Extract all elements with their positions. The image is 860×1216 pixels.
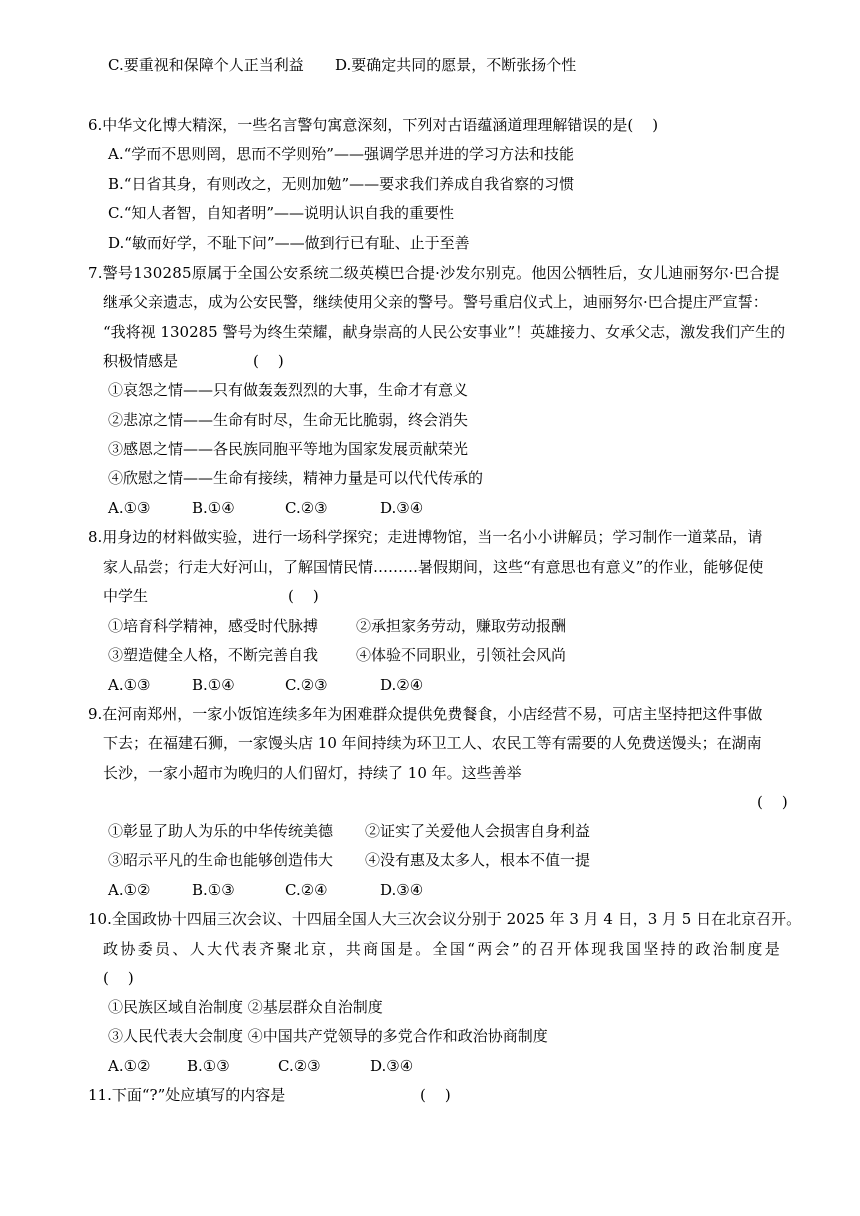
q11-answer-paren: ( ) (420, 1086, 451, 1104)
q7-choice-b: B.①④ (192, 499, 235, 517)
q9-choice-a: A.①② (108, 881, 151, 899)
q7-answer-paren: ( ) (253, 352, 284, 370)
q8-choice-b: B.①④ (192, 676, 235, 694)
q8-stem-line-2: 家人品尝；行走大好河山，了解国情民情………暑假期间，这些“有意思也有意义”的作业，能够促使 (103, 558, 764, 576)
q7-stem-line-4: 积极情感是 (103, 352, 179, 370)
q9-choice-d: D.③④ (380, 881, 424, 899)
q9-statement-1: ①彰显了助人为乐的中华传统美德 (108, 822, 334, 840)
q8-statement-3: ③塑造健全人格，不断完善自我 (108, 646, 319, 664)
q8-statement-4: ④体验不同职业，引领社会风尚 (356, 646, 567, 664)
q10-statements-1-2: ①民族区域自治制度 ②基层群众自治制度 (108, 998, 383, 1016)
q6-option-d: D.“敏而好学，不耻下问”——做到行已有耻、止于至善 (108, 234, 470, 252)
q10-answer-paren: ( ) (103, 969, 134, 987)
q5-option-c: C.要重视和保障个人正当利益 (108, 56, 304, 74)
q8-choice-c: C.②③ (285, 676, 328, 694)
q7-stem-line-3: “我将视 130285 警号为终生荣耀，献身崇高的人民公安事业”！英雄接力、女承父志，激发我们产生的 (103, 323, 786, 341)
q7-choice-a: A.①③ (108, 499, 151, 517)
q7-statement-4: ④欣慰之情——生命有接续，精神力量是可以代代传承的 (108, 469, 484, 487)
q9-answer-paren: ( ) (757, 793, 788, 811)
q7-choice-d: D.③④ (380, 499, 424, 517)
q9-stem-line-2: 下去；在福建石狮，一家馒头店 10 年间持续为环卫工人、农民工等有需要的人免费送馒头；在湖南 (103, 734, 762, 752)
q7-stem-line-2: 继承父亲遗志，成为公安民警，继续使用父亲的警号。警号重启仪式上，迪丽努尔·巴合提庄严宣誓： (103, 293, 768, 311)
q8-statement-2: ②承担家务劳动，赚取劳动报酬 (356, 617, 567, 635)
q7-statement-2: ②悲凉之情——生命有时尽，生命无比脆弱，终会消失 (108, 411, 469, 429)
q10-stem-line-1: 10.全国政协十四届三次会议、十四届全国人大三次会议分别于 2025 年 3 月 4 日，3 月 5 日在北京召开。 (88, 910, 802, 928)
q6-option-c: C.“知人者智，自知者明”——说明认识自我的重要性 (108, 204, 455, 222)
q7-statement-1: ①哀怨之情——只有做轰轰烈烈的大事，生命才有意义 (108, 381, 469, 399)
q7-statement-3: ③感恩之情——各民族同胞平等地为国家发展贡献荣光 (108, 440, 469, 458)
q9-statement-3: ③昭示平凡的生命也能够创造伟大 (108, 851, 334, 869)
q8-answer-paren: ( ) (288, 587, 319, 605)
q10-stem-line-2: 政 协 委 员 、 人 大 代 表 齐 聚 北 京 ， 共 商 国 是 。 全 国 “ 两 会 ” 的 召 开 体 现 我 国 坚 持 的 政 治 制 度 是 (103, 940, 780, 958)
q10-choice-b: B.①③ (187, 1057, 230, 1075)
q6-option-b: B.“日省其身，有则改之，无则加勉”——要求我们养成自我省察的习惯 (108, 175, 575, 193)
q5-option-d: D.要确定共同的愿景，不断张扬个性 (335, 56, 577, 74)
q8-stem-line-1: 8.用身边的材料做实验，进行一场科学探究；走进博物馆，当一名小小讲解员；学习制作一道菜品，请 (88, 528, 763, 546)
q11-stem: 11.下面“?”处应填写的内容是 (88, 1086, 286, 1104)
q10-choice-c: C.②③ (278, 1057, 321, 1075)
q9-statement-2: ②证实了关爱他人会损害自身利益 (365, 822, 591, 840)
q9-choice-b: B.①③ (192, 881, 235, 899)
q8-statement-1: ①培育科学精神，感受时代脉搏 (108, 617, 319, 635)
q9-choice-c: C.②④ (285, 881, 328, 899)
q10-choice-d: D.③④ (370, 1057, 414, 1075)
q10-statements-3-4: ③人民代表大会制度 ④中国共产党领导的多党合作和政治协商制度 (108, 1027, 548, 1045)
q9-stem-line-3: 长沙，一家小超市为晚归的人们留灯，持续了 10 年。这些善举 (103, 764, 522, 782)
q6-option-a: A.“学而不思则罔，思而不学则殆”——强调学思并进的学习方法和技能 (108, 145, 574, 163)
q7-choice-c: C.②③ (285, 499, 328, 517)
q10-choice-a: A.①② (108, 1057, 151, 1075)
q8-choice-d: D.②④ (380, 676, 424, 694)
q9-stem-line-1: 9.在河南郑州，一家小饭馆连续多年为困难群众提供免费餐食，小店经营不易，可店主坚持把这件事做 (88, 705, 763, 723)
q8-choice-a: A.①③ (108, 676, 151, 694)
q6-stem: 6.中华文化博大精深，一些名言警句寓意深刻，下列对古语蕴涵道理理解错误的是( ) (88, 116, 659, 134)
q9-statement-4: ④没有惠及太多人，根本不值一提 (365, 851, 591, 869)
q7-stem-line-1: 7 . 警 号 1 3 0 2 8 5 原 属 于 全 国 公 安 系 统 二 级 英 模 巴 合 提 · 沙 发 尔 别 克 。 他 因 公 牺 牲 后 ， 女 儿 迪 丽 努 尔 · 巴 合 提 (88, 264, 780, 282)
q8-stem-line-3: 中学生 (103, 587, 149, 605)
